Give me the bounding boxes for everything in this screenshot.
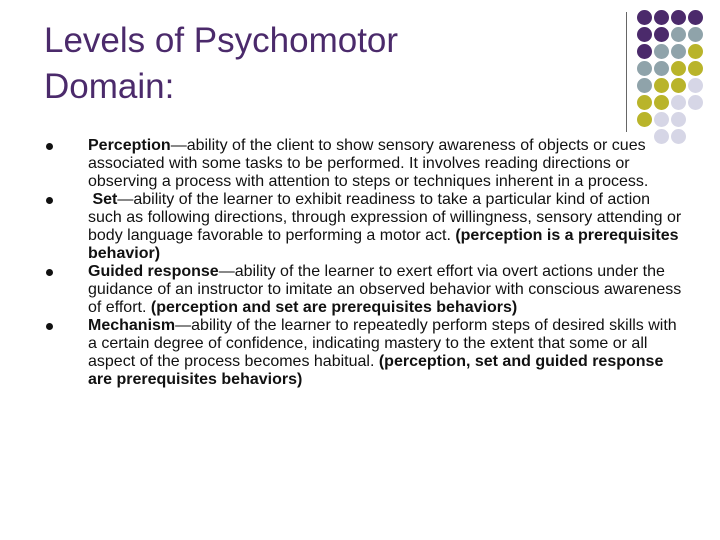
- decorative-dot: [671, 27, 686, 42]
- decorative-dot: [637, 44, 652, 59]
- item-note: (perception is a prerequisites behavior): [88, 227, 679, 262]
- item-text: —ability of the learner to exhibit readiness to take a particular kind of action such as following directions, through expression of willingness, sensory attending or body language favorable to performing a motor act.: [88, 191, 682, 244]
- list-item-perception: [44, 137, 684, 191]
- decorative-dot: [671, 112, 686, 127]
- decorative-dot: [637, 112, 652, 127]
- item-text: —ability of the client to show sensory awareness of objects or cues associated with some tasks to be performed. It involves reading directions or observing a process with attention to steps or techniques inherent in a process.: [88, 137, 649, 190]
- item-text: —ability of the learner to repeatedly perform steps of desired skills with a certain degree of confidence, indicating mastery to the extent that some or all aspect of the process becomes habitual.: [88, 317, 677, 370]
- decorative-dot: [654, 27, 669, 42]
- decorative-dot: [654, 44, 669, 59]
- item-term: Mechanism: [88, 317, 176, 334]
- decorative-dot: [688, 95, 703, 110]
- decorative-dot: [688, 78, 703, 93]
- decorative-divider: [626, 12, 627, 132]
- decorative-dot: [654, 95, 669, 110]
- bullet-icon: [46, 323, 53, 330]
- decorative-dot: [637, 27, 652, 42]
- item-text: —ability of the learner to exert effort via overt actions under the guidance of an instructor to imitate an observed behavior with conscious awareness of effort.: [88, 263, 682, 316]
- decorative-dot: [688, 61, 703, 76]
- decorative-dot: [671, 44, 686, 59]
- slide-title: [44, 18, 398, 110]
- bullet-icon: [46, 143, 53, 150]
- item-term: Perception: [88, 137, 171, 154]
- bullet-icon: [46, 269, 53, 276]
- decorative-dot: [637, 10, 652, 25]
- title-line-1: Levels of Psychomotor: [44, 21, 399, 60]
- title-line-2: Domain:: [44, 67, 175, 106]
- bullet-list: [44, 137, 684, 389]
- decorative-dot: [671, 78, 686, 93]
- decorative-dot: [654, 78, 669, 93]
- decorative-dot: [671, 95, 686, 110]
- list-item-mechanism: [44, 317, 684, 389]
- item-note: (perception, set and guided response are prerequisites behaviors): [88, 353, 664, 388]
- decorative-dot: [654, 61, 669, 76]
- decorative-dot: [637, 95, 652, 110]
- decorative-dot: [671, 61, 686, 76]
- list-item-guided-response: [44, 263, 684, 317]
- bullet-icon: [46, 197, 53, 204]
- decorative-dot: [654, 10, 669, 25]
- decorative-dot: [637, 78, 652, 93]
- decorative-dot: [688, 10, 703, 25]
- decorative-dot: [688, 27, 703, 42]
- item-term: Set: [88, 191, 118, 208]
- decorative-dot: [637, 61, 652, 76]
- decorative-dot: [688, 44, 703, 59]
- list-item-set: [44, 191, 684, 263]
- item-term: Guided response: [88, 263, 219, 280]
- item-note: (perception and set are prerequisites behaviors): [150, 299, 518, 316]
- decorative-dot: [654, 112, 669, 127]
- decorative-dot: [671, 10, 686, 25]
